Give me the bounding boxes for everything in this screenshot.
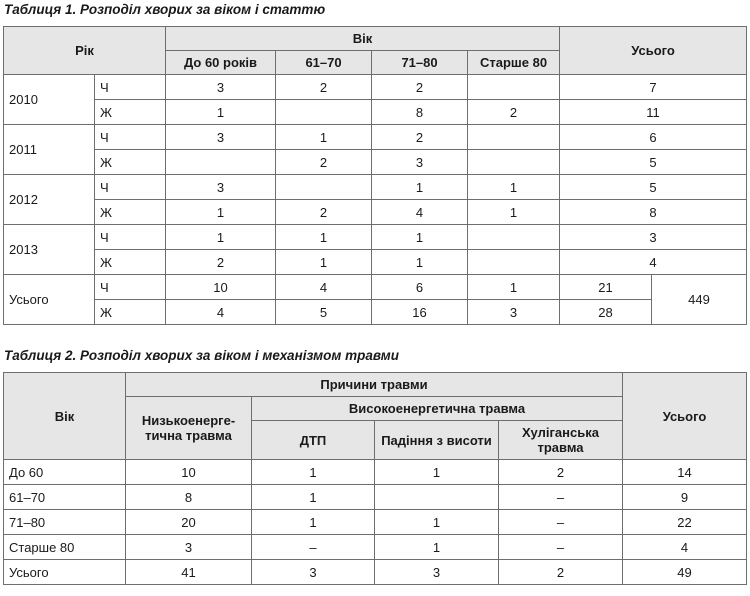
value-cell: 6 <box>372 275 468 300</box>
value-cell: 4 <box>166 300 276 325</box>
value-cell: 1 <box>372 225 468 250</box>
table-row <box>4 150 747 175</box>
value-cell: 1 <box>372 175 468 200</box>
value-cell: 2 <box>499 460 623 485</box>
value-cell: 10 <box>126 460 252 485</box>
header-age: Вік <box>4 373 126 460</box>
table-row <box>4 485 747 510</box>
value-cell: 1 <box>166 200 276 225</box>
total-cell: 14 <box>623 460 747 485</box>
total-cell: 4 <box>560 250 747 275</box>
value-cell: 1 <box>375 460 499 485</box>
table-row <box>4 250 747 275</box>
value-cell: 2 <box>276 75 372 100</box>
age-cell: 61–70 <box>4 485 126 510</box>
value-cell: 3 <box>126 535 252 560</box>
value-cell: 1 <box>252 510 375 535</box>
sex-cell: Ч <box>95 125 166 150</box>
header-hooligan: Хуліганська травма <box>499 421 623 460</box>
total-cell: 9 <box>623 485 747 510</box>
table-row <box>4 75 747 100</box>
header-age-group: 61–70 <box>276 51 372 75</box>
header-age-group: 71–80 <box>372 51 468 75</box>
header-causes: Причини травми <box>126 373 623 397</box>
total-cell: 11 <box>560 100 747 125</box>
header-age-group: До 60 років <box>166 51 276 75</box>
value-cell: 8 <box>372 100 468 125</box>
grand-total-cell: 449 <box>652 275 747 325</box>
value-cell: 1 <box>375 535 499 560</box>
value-cell: 1 <box>276 225 372 250</box>
value-cell: 3 <box>166 125 276 150</box>
value-cell <box>276 100 372 125</box>
total-cell: 6 <box>560 125 747 150</box>
value-cell: 2 <box>276 200 372 225</box>
age-cell: 71–80 <box>4 510 126 535</box>
value-cell: 8 <box>126 485 252 510</box>
value-cell: 2 <box>372 125 468 150</box>
year-cell: 2012 <box>4 175 95 225</box>
value-cell: 3 <box>166 175 276 200</box>
header-high-energy: Високоенергетична травма <box>252 397 623 421</box>
sex-cell: Ж <box>95 200 166 225</box>
total-cell: 49 <box>623 560 747 585</box>
value-cell <box>468 150 560 175</box>
value-cell <box>468 250 560 275</box>
value-cell: 1 <box>372 250 468 275</box>
value-cell <box>468 125 560 150</box>
value-cell: 1 <box>276 250 372 275</box>
year-cell: 2010 <box>4 75 95 125</box>
table-row <box>4 225 747 250</box>
value-cell <box>375 485 499 510</box>
sex-cell: Ч <box>95 175 166 200</box>
value-cell: 10 <box>166 275 276 300</box>
header-year: Рік <box>4 27 166 75</box>
value-cell: – <box>499 510 623 535</box>
total-cell: 5 <box>560 150 747 175</box>
value-cell: 4 <box>372 200 468 225</box>
total-cell: 4 <box>623 535 747 560</box>
header-age-group: Старше 80 <box>468 51 560 75</box>
value-cell: 1 <box>252 460 375 485</box>
table-row <box>4 175 747 200</box>
total-cell: 28 <box>560 300 652 325</box>
sex-cell: Ч <box>95 225 166 250</box>
table-row <box>4 275 747 300</box>
value-cell: 4 <box>276 275 372 300</box>
value-cell: 20 <box>126 510 252 535</box>
table-row <box>4 535 747 560</box>
value-cell: 1 <box>166 225 276 250</box>
value-cell: 1 <box>252 485 375 510</box>
sex-cell: Ж <box>95 300 166 325</box>
age-cell: Старше 80 <box>4 535 126 560</box>
table1-caption: Таблиця 1. Розподіл хворих за віком і статтю <box>4 2 326 17</box>
value-cell: 2 <box>276 150 372 175</box>
value-cell <box>276 175 372 200</box>
year-cell: 2011 <box>4 125 95 175</box>
table-row <box>4 100 747 125</box>
value-cell: 3 <box>166 75 276 100</box>
value-cell: 1 <box>468 200 560 225</box>
header-dtp: ДТП <box>252 421 375 460</box>
total-cell: 7 <box>560 75 747 100</box>
value-cell: 16 <box>372 300 468 325</box>
table-row <box>4 560 747 585</box>
value-cell: – <box>499 485 623 510</box>
value-cell: 3 <box>252 560 375 585</box>
value-cell: 5 <box>276 300 372 325</box>
value-cell: 41 <box>126 560 252 585</box>
header-low-energy: Низькоенергетична травма <box>126 397 252 460</box>
value-cell: 2 <box>166 250 276 275</box>
sex-cell: Ж <box>95 100 166 125</box>
sex-cell: Ж <box>95 250 166 275</box>
value-cell: 2 <box>468 100 560 125</box>
value-cell: 1 <box>468 175 560 200</box>
total-cell: 5 <box>560 175 747 200</box>
header-total: Усього <box>623 373 747 460</box>
value-cell: 1 <box>375 510 499 535</box>
value-cell: 3 <box>468 300 560 325</box>
header-total: Усього <box>560 27 747 75</box>
value-cell: 2 <box>372 75 468 100</box>
header-fall: Падіння з висоти <box>375 421 499 460</box>
value-cell: 1 <box>276 125 372 150</box>
value-cell <box>166 150 276 175</box>
value-cell: 3 <box>375 560 499 585</box>
total-cell: 22 <box>623 510 747 535</box>
table-row <box>4 125 747 150</box>
value-cell <box>468 75 560 100</box>
sex-cell: Ж <box>95 150 166 175</box>
value-cell: – <box>252 535 375 560</box>
total-cell: 3 <box>560 225 747 250</box>
age-cell: Усього <box>4 560 126 585</box>
value-cell: 3 <box>372 150 468 175</box>
age-cell: До 60 <box>4 460 126 485</box>
sum-label: Усього <box>4 275 95 325</box>
sex-cell: Ч <box>95 75 166 100</box>
total-cell: 8 <box>560 200 747 225</box>
table-row <box>4 510 747 535</box>
value-cell: – <box>499 535 623 560</box>
value-cell: 1 <box>468 275 560 300</box>
table-age-sex <box>3 26 747 325</box>
table-row <box>4 300 747 325</box>
table-row <box>4 460 747 485</box>
table-row <box>4 200 747 225</box>
value-cell <box>468 225 560 250</box>
value-cell: 2 <box>499 560 623 585</box>
sex-cell: Ч <box>95 275 166 300</box>
header-age: Вік <box>166 27 560 51</box>
table2-caption: Таблиця 2. Розподіл хворих за віком і механізмом травми <box>4 348 399 363</box>
year-cell: 2013 <box>4 225 95 275</box>
value-cell: 1 <box>166 100 276 125</box>
table-age-mechanism <box>3 372 747 585</box>
total-cell: 21 <box>560 275 652 300</box>
